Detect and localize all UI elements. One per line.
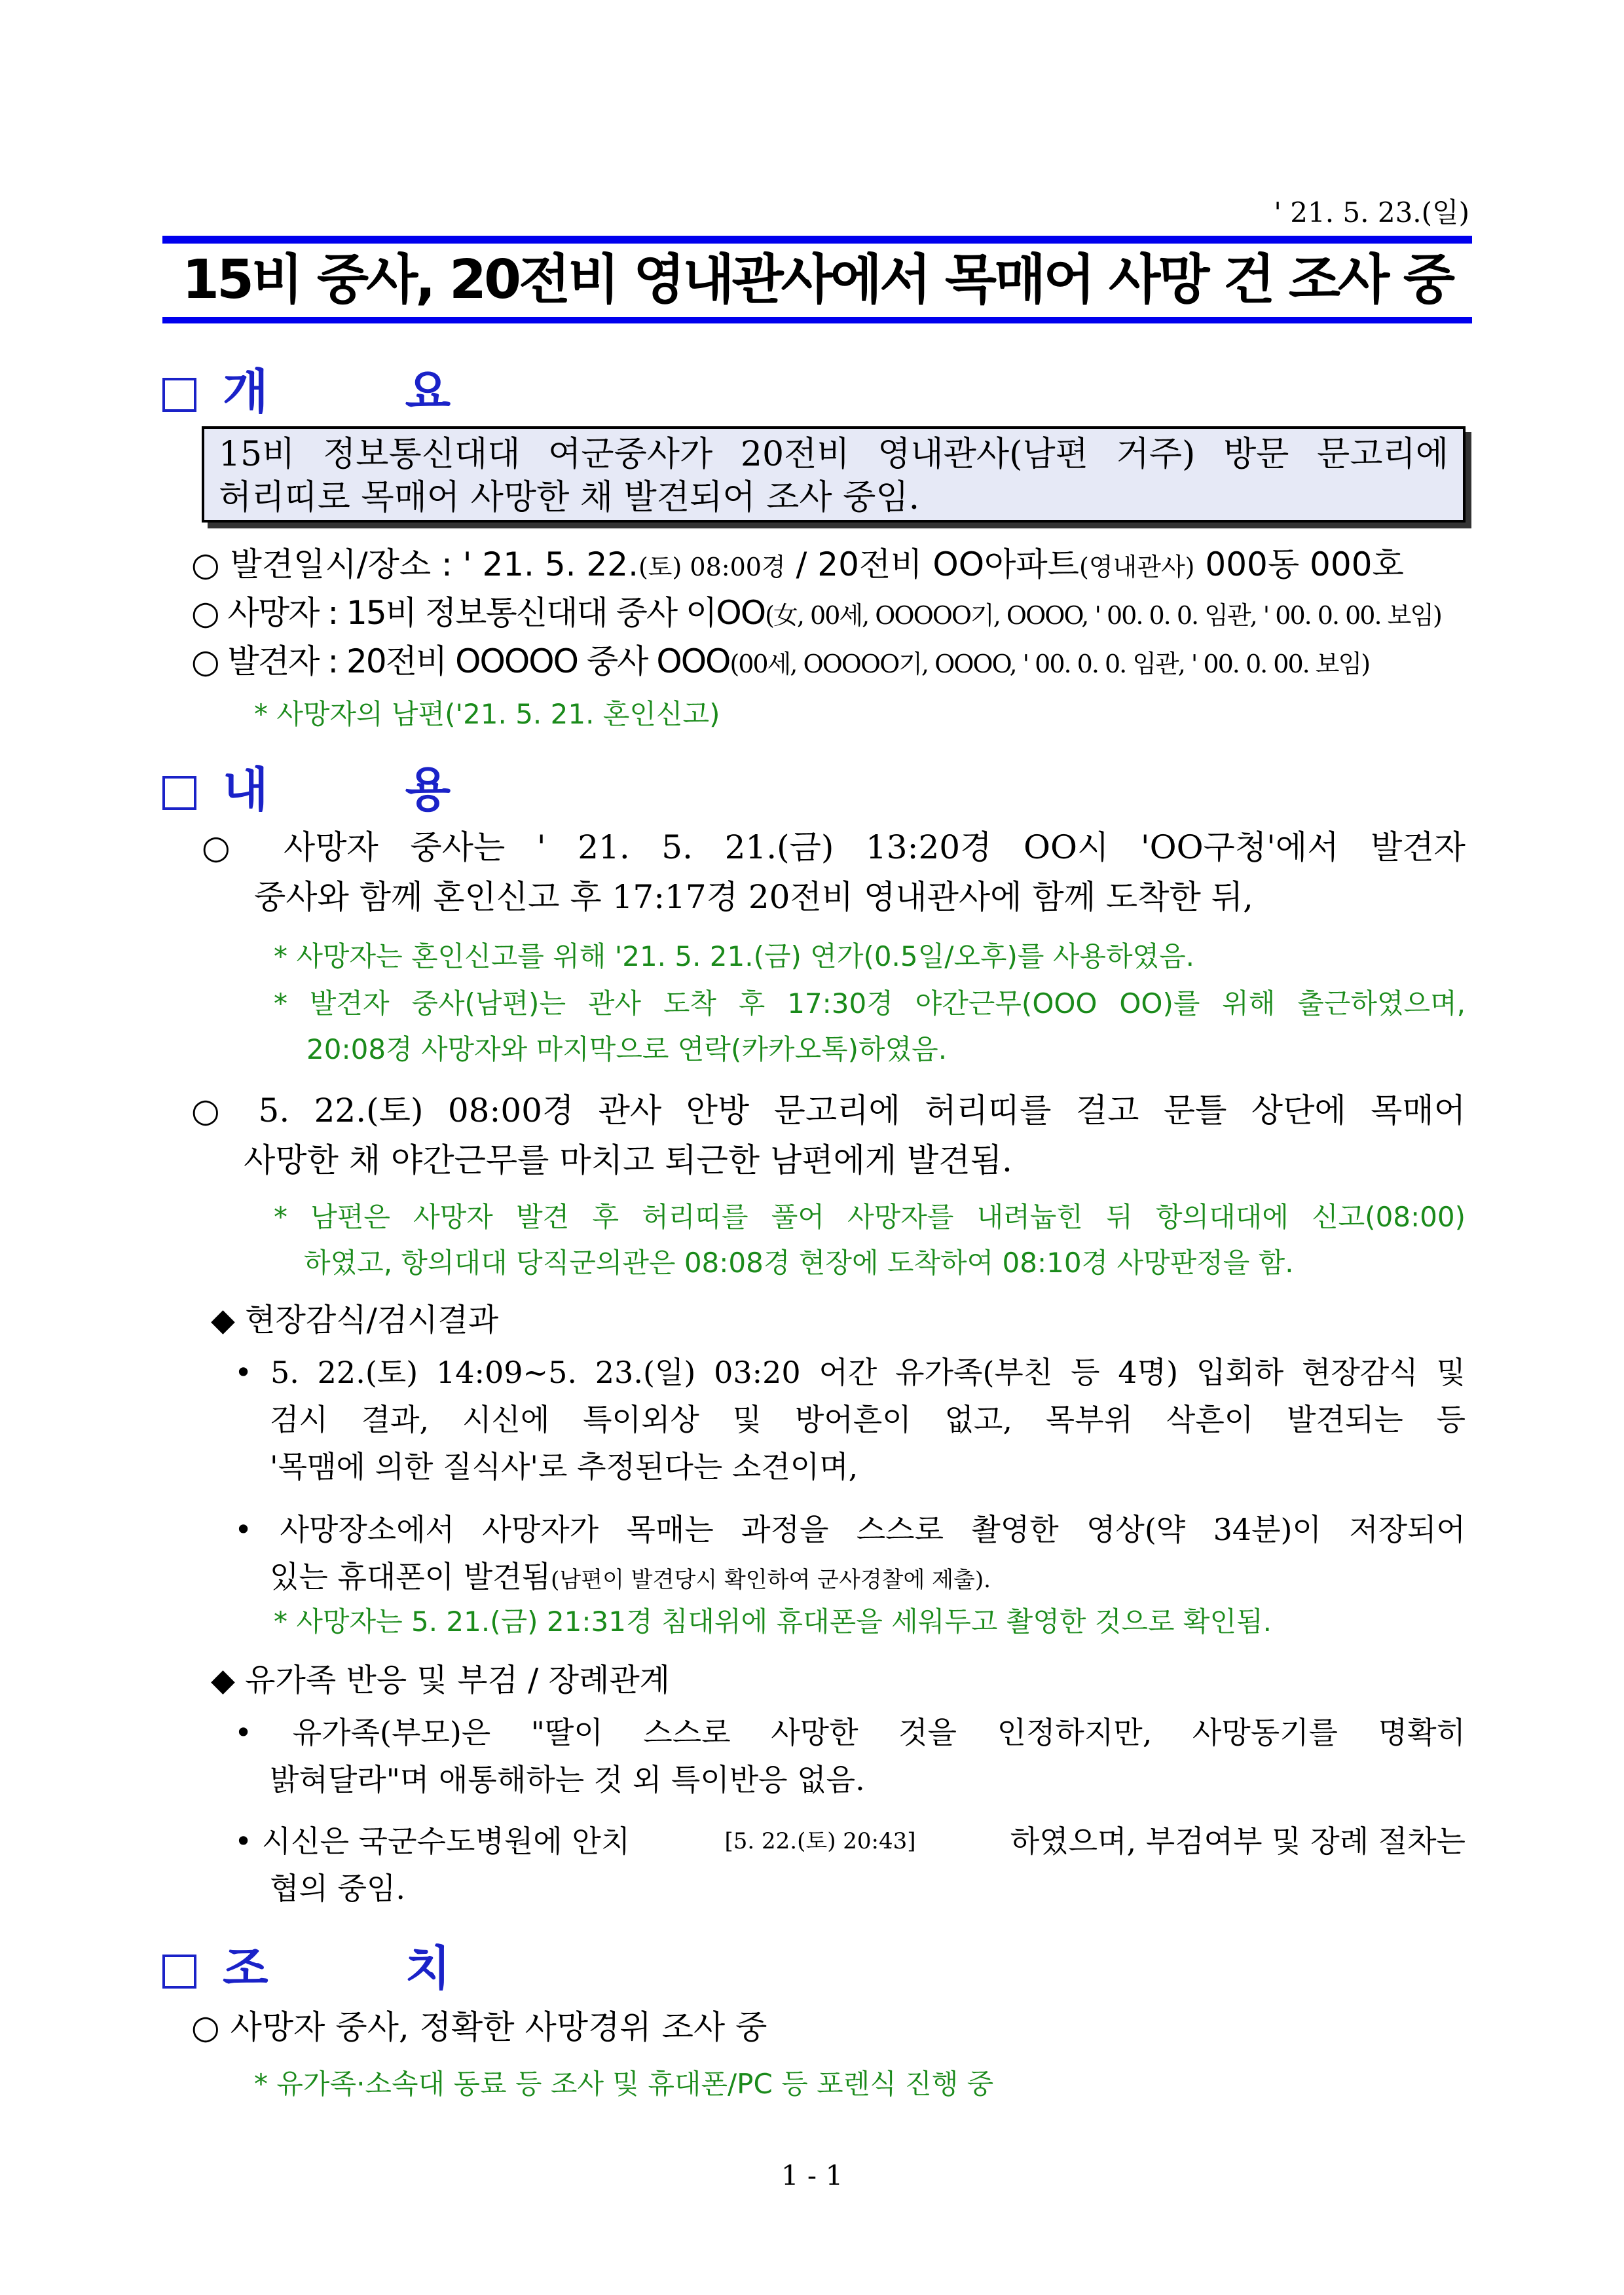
subsection-heading: ◆ 현장감식/검시결과 xyxy=(211,1302,499,1338)
bullet-line: 협의 중임. xyxy=(270,1871,405,1906)
content-note: * 사망자는 혼인신고를 위해 '21. 5. 21.(금) 연가(0.5일/오후)를 사용하였음. xyxy=(274,940,1195,972)
overview-item-discovery: ○ 발견일시/장소 : ' 21. 5. 22.(토) 08:00경 / 20전비 OO아파트(영내관사) 000동 000호 xyxy=(191,545,1404,583)
title-bottom-rule xyxy=(162,317,1472,323)
overview-note: * 사망자의 남편('21. 5. 21. 혼인신고) xyxy=(254,698,720,730)
checkbox-square-icon xyxy=(162,1955,196,1989)
content-note: 하였고, 항의대대 당직군의관은 08:08경 현장에 도착하여 08:10경 사망판정을 함. xyxy=(304,1247,1294,1279)
content-note: * 발견자 중사(남편)는 관사 도착 후 17:30경 야간근무(OOO OO)를 위해 출근하였으며, xyxy=(274,987,1466,1019)
summary-box xyxy=(202,426,1466,523)
page-title: 15비 중사, 20전비 영내관사에서 목매어 사망 건 조사 중 xyxy=(182,249,1452,311)
summary-line: 허리띠로 목매어 사망한 채 발견되어 조사 중임. xyxy=(219,478,920,517)
bullet-line: • 유가족(부모)은 "딸이 스스로 사망한 것을 인정하지만, 사망동기를 명확히 xyxy=(234,1715,1466,1750)
overview-item-deceased: ○ 사망자 : 15비 정보통신대대 중사 이OO(女, 00세, OOOOO기, OOOO, ' 00. 0. 0. 임관, ' 00. 0. 00. 보임) xyxy=(191,594,1441,632)
checkbox-square-icon xyxy=(162,776,196,810)
section-action-heading: 조 치 xyxy=(162,1930,511,1998)
bullet-line: • 시신은 국군수도병원에 안치 [5. 22.(토) 20:43] 하였으며, 부검여부 및 장례 절차는 xyxy=(234,1824,1466,1859)
subsection-heading: ◆ 유가족 반응 및 부검 / 장례관계 xyxy=(211,1662,671,1698)
bullet-line: 밝혀달라"며 애통해하는 것 외 특이반응 없음. xyxy=(270,1762,865,1797)
bullet-line: 있는 휴대폰이 발견됨(남편이 발견당시 확인하여 군사경찰에 제출). xyxy=(270,1559,991,1594)
content-note: 20:08경 사망자와 마지막으로 연락(카카오톡)하였음. xyxy=(306,1033,948,1065)
section-overview-heading: 개 요 xyxy=(162,354,511,422)
checkbox-square-icon xyxy=(162,378,196,412)
content-paragraph-line: ○ 5. 22.(토) 08:00경 관사 안방 문고리에 허리띠를 걸고 문틀 상단에 목매어 xyxy=(191,1092,1466,1129)
content-note: * 남편은 사망자 발견 후 허리띠를 풀어 사망자를 내려눕힌 뒤 항의대대에 신고(08:00) xyxy=(274,1201,1466,1233)
title-top-rule xyxy=(162,236,1472,244)
page-number: 1 - 1 xyxy=(781,2159,843,2192)
overview-item-finder: ○ 발견자 : 20전비 OOOOO 중사 OOO(00세, OOOOO기, OOOO, ' 00. 0. 0. 임관, ' 00. 0. 00. 보임) xyxy=(191,642,1370,680)
content-note: * 사망자는 5. 21.(금) 21:31경 침대위에 휴대폰을 세워두고 촬영한 것으로 확인됨. xyxy=(274,1606,1272,1638)
action-note: * 유가족·소속대 동료 등 조사 및 휴대폰/PC 등 포렌식 진행 중 xyxy=(254,2068,994,2100)
bullet-line: '목맴에 의한 질식사'로 추정된다는 소견이며, xyxy=(270,1449,858,1484)
summary-line: 15비 정보통신대대 여군중사가 20전비 영내관사(남편 거주) 방문 문고리에 xyxy=(219,435,1449,474)
section-content-heading: 내 용 xyxy=(162,752,511,820)
action-item: ○ 사망자 중사, 정확한 사망경위 조사 중 xyxy=(191,2008,767,2046)
content-paragraph-line: 중사와 함께 혼인신고 후 17:17경 20전비 영내관사에 함께 도착한 뒤, xyxy=(254,878,1253,916)
bullet-line: • 5. 22.(토) 14:09~5. 23.(일) 03:20 어간 유가족(부친 등 4명) 입회하 현장감식 및 xyxy=(234,1355,1466,1390)
content-paragraph-line: 사망한 채 야간근무를 마치고 퇴근한 남편에게 발견됨. xyxy=(244,1141,1012,1179)
bullet-line: 검시 결과, 시신에 특이외상 및 방어흔이 없고, 목부위 삭흔이 발견되는 등 xyxy=(270,1402,1466,1437)
report-date: ' 21. 5. 23.(일) xyxy=(1274,196,1469,229)
bullet-line: • 사망장소에서 사망자가 목매는 과정을 스스로 촬영한 영상(약 34분)이 저장되어 xyxy=(234,1512,1466,1547)
content-paragraph-line: ○ 사망자 중사는 ' 21. 5. 21.(금) 13:20경 OO시 'OO구청'에서 발견자 xyxy=(202,828,1466,866)
